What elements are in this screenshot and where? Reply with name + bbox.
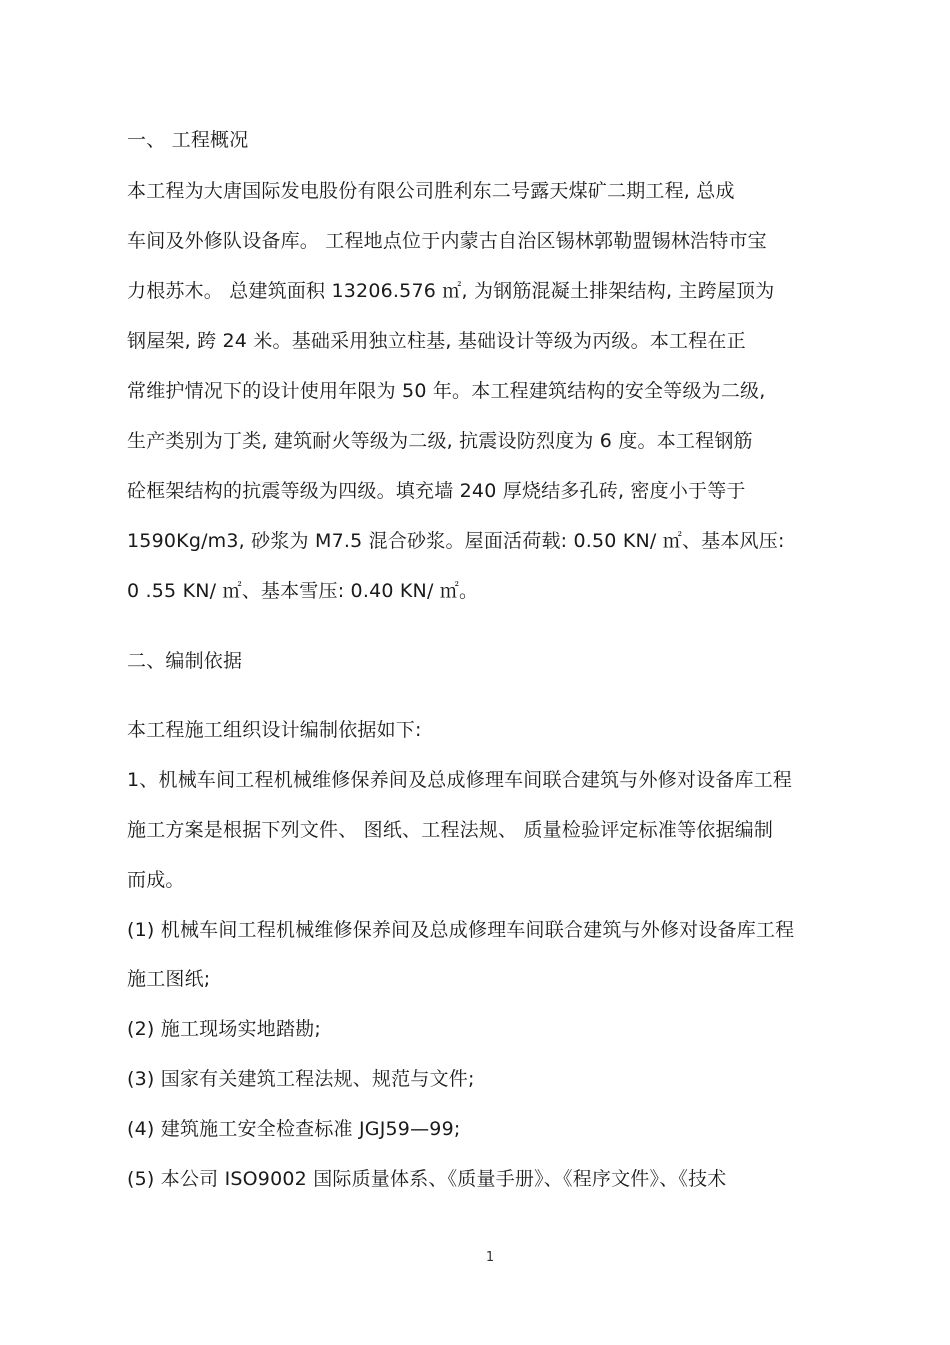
paragraph-line: 而成。 (127, 869, 185, 891)
paragraph-line: 本工程施工组织设计编制依据如下: (127, 719, 422, 741)
paragraph-line: 1590Kg/m3, 砂浆为 M7.5 混合砂浆。屋面活荷载: 0.50 KN/ ㎡、基本风压: (127, 530, 785, 552)
paragraph-line: 车间及外修队设备库。 工程地点位于内蒙古自治区锡林郭勒盟锡林浩特市宝 (127, 230, 767, 252)
paragraph-line: 施工图纸; (127, 968, 211, 990)
paragraph-line: 砼框架结构的抗震等级为四级。填充墙 240 厚烧结多孔砖, 密度小于等于 (127, 480, 746, 502)
page-number: 1 (485, 1250, 495, 1265)
paragraph-line: 常维护情况下的设计使用年限为 50 年。本工程建筑结构的安全等级为二级, (127, 380, 766, 402)
paragraph-line: 力根苏木。 总建筑面积 13206.576 ㎡, 为钢筋混凝土排架结构, 主跨屋顶为 (127, 280, 775, 302)
paragraph-line: 施工方案是根据下列文件、 图纸、工程法规、 质量检验评定标准等依据编制 (127, 819, 774, 841)
list-item: (1) 机械车间工程机械维修保养间及总成修理车间联合建筑与外修对设备库工程 (127, 919, 795, 941)
paragraph-line: 本工程为大唐国际发电股份有限公司胜利东二号露天煤矿二期工程, 总成 (127, 180, 735, 202)
list-item: (2) 施工现场实地踏勘; (127, 1018, 321, 1040)
list-item: (3) 国家有关建筑工程法规、规范与文件; (127, 1068, 475, 1090)
paragraph-line: 0 .55 KN/ ㎡、基本雪压: 0.40 KN/ ㎡。 (127, 580, 479, 602)
paragraph-line: 生产类别为丁类, 建筑耐火等级为二级, 抗震设防烈度为 6 度。本工程钢筋 (127, 430, 753, 452)
section-heading: 一、 工程概况 (127, 129, 249, 151)
section-heading: 二、编制依据 (127, 650, 243, 672)
paragraph-line: 1、机械车间工程机械维修保养间及总成修理车间联合建筑与外修对设备库工程 (127, 769, 793, 791)
paragraph-line: 钢屋架, 跨 24 米。基础采用独立柱基, 基础设计等级为丙级。本工程在正 (127, 330, 746, 352)
list-item: (5) 本公司 ISO9002 国际质量体系、《质量手册》、《程序文件》、《技术 (127, 1168, 727, 1190)
list-item: (4) 建筑施工安全检查标准 JGJ59—99; (127, 1118, 461, 1140)
